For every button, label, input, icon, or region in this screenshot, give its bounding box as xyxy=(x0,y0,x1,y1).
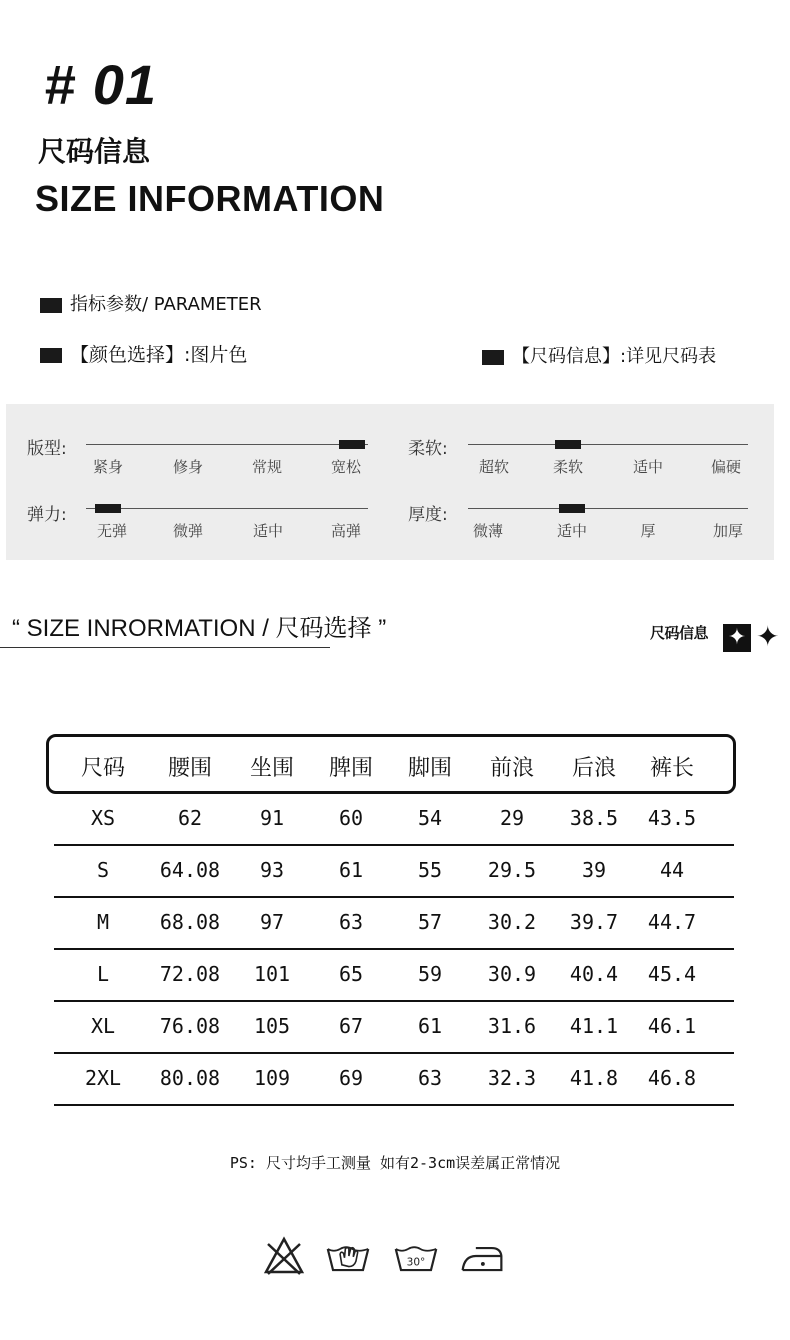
attribute-option: 适中 xyxy=(556,522,588,540)
attribute-track xyxy=(468,444,748,445)
attribute-option: 适中 xyxy=(632,458,664,476)
measurement-cell: 76.08 xyxy=(159,1014,221,1038)
measurement-cell: 46.8 xyxy=(647,1066,697,1090)
measurement-cell: 62 xyxy=(177,806,203,830)
measurement-cell: 61 xyxy=(417,1014,443,1038)
measurement-cell: 32.3 xyxy=(487,1066,537,1090)
color-choice-value: 图片色 xyxy=(190,344,248,366)
sparkle-box-icon: ✦ xyxy=(723,624,751,652)
measurement-cell: 59 xyxy=(417,962,443,986)
measurement-cell: 68.08 xyxy=(159,910,221,934)
table-header-cell: 前浪 xyxy=(489,756,535,781)
attribute-fit xyxy=(6,404,390,482)
attribute-option: 高弹 xyxy=(330,522,362,540)
measurement-cell: 93 xyxy=(259,858,285,882)
measurement-cell: 57 xyxy=(417,910,443,934)
attribute-option: 修身 xyxy=(172,458,204,476)
section-number: # 01 xyxy=(44,53,157,116)
bullet-square-icon xyxy=(40,348,62,363)
measurement-cell: 105 xyxy=(253,1014,291,1038)
page-title-en: SIZE INFORMATION xyxy=(35,178,385,219)
attribute-label: 弹力: xyxy=(27,505,67,525)
measurement-cell: 109 xyxy=(253,1066,291,1090)
measurement-cell: 41.1 xyxy=(569,1014,619,1038)
parameter-label: 指标参数/ PARAMETER xyxy=(70,294,262,315)
attribute-track xyxy=(468,508,748,509)
measurement-cell: 29 xyxy=(499,806,525,830)
attribute-option: 加厚 xyxy=(712,522,744,540)
measurement-cell: 63 xyxy=(417,1066,443,1090)
measurement-cell: 54 xyxy=(417,806,443,830)
measurement-note: PS: 尺寸均手工测量 如有2-3cm误差属正常情况 xyxy=(229,1154,561,1172)
measurement-cell: 55 xyxy=(417,858,443,882)
attribute-option: 无弹 xyxy=(96,522,128,540)
measurement-cell: 67 xyxy=(338,1014,364,1038)
measurement-cell: 41.8 xyxy=(569,1066,619,1090)
table-header-cell: 尺码 xyxy=(80,756,126,781)
bullet-square-icon xyxy=(40,298,62,313)
table-row xyxy=(54,1002,734,1054)
attribute-option: 超软 xyxy=(478,458,510,476)
attribute-option: 微薄 xyxy=(472,522,504,540)
table-row xyxy=(54,846,734,898)
attribute-track xyxy=(86,508,368,509)
table-header-cell: 后浪 xyxy=(571,756,617,781)
attribute-label: 厚度: xyxy=(408,505,448,525)
table-header-cell: 脾围 xyxy=(328,756,374,781)
size-cell: M xyxy=(96,910,110,934)
color-choice xyxy=(40,340,247,367)
attribute-option: 偏硬 xyxy=(710,458,742,476)
measurement-cell: 61 xyxy=(338,858,364,882)
sparkle-icon: ✦ xyxy=(756,620,780,653)
iron-low-icon xyxy=(460,1234,504,1278)
table-row xyxy=(54,794,734,846)
hand-wash-icon xyxy=(326,1234,370,1278)
measurement-cell: 80.08 xyxy=(159,1066,221,1090)
attribute-thickness xyxy=(390,482,774,560)
measurement-cell: 46.1 xyxy=(647,1014,697,1038)
attribute-option: 宽松 xyxy=(330,458,362,476)
size-cell: S xyxy=(96,858,110,882)
brand-label: 尺码信息 xyxy=(650,624,709,642)
parameter-heading xyxy=(40,290,262,316)
page-title-cn: 尺码信息 xyxy=(38,135,151,168)
size-choice-label: 【尺码信息】: xyxy=(512,346,627,367)
heading-underline xyxy=(0,647,330,648)
wash-temp-label: 30° xyxy=(406,1256,426,1269)
attribute-option: 柔软 xyxy=(552,458,584,476)
measurement-cell: 39.7 xyxy=(569,910,619,934)
measurement-cell: 44 xyxy=(659,858,685,882)
measurement-cell: 30.9 xyxy=(487,962,537,986)
measurement-cell: 40.4 xyxy=(569,962,619,986)
attribute-selected-marker xyxy=(339,440,365,449)
size-cell: 2XL xyxy=(84,1066,122,1090)
attribute-track xyxy=(86,444,368,445)
measurement-cell: 101 xyxy=(253,962,291,986)
attribute-option: 适中 xyxy=(252,522,284,540)
table-row xyxy=(54,898,734,950)
attribute-selected-marker xyxy=(555,440,581,449)
size-choice-value: 详见尺码表 xyxy=(626,346,717,367)
attribute-selected-marker xyxy=(559,504,585,513)
measurement-cell: 30.2 xyxy=(487,910,537,934)
measurement-cell: 44.7 xyxy=(647,910,697,934)
size-choice xyxy=(482,342,716,368)
attribute-label: 柔软: xyxy=(408,439,448,459)
attribute-option: 厚 xyxy=(640,522,656,540)
measurement-cell: 43.5 xyxy=(647,806,697,830)
measurement-cell: 31.6 xyxy=(487,1014,537,1038)
table-header-cell: 坐围 xyxy=(249,756,295,781)
measurement-cell: 39 xyxy=(581,858,607,882)
size-cell: XL xyxy=(90,1014,116,1038)
table-header-cell: 脚围 xyxy=(407,756,453,781)
table-row xyxy=(54,950,734,1002)
size-cell: L xyxy=(96,962,110,986)
attribute-panel xyxy=(6,404,774,560)
wash-30-icon xyxy=(394,1234,438,1278)
attribute-label: 版型: xyxy=(27,439,67,459)
measurement-cell: 97 xyxy=(259,910,285,934)
table-header-cell: 腰围 xyxy=(167,756,213,781)
measurement-cell: 72.08 xyxy=(159,962,221,986)
measurement-cell: 64.08 xyxy=(159,858,221,882)
attribute-option: 常规 xyxy=(251,458,283,476)
measurement-cell: 65 xyxy=(338,962,364,986)
size-cell: XS xyxy=(90,806,116,830)
measurement-cell: 38.5 xyxy=(569,806,619,830)
attribute-option: 紧身 xyxy=(92,458,124,476)
attribute-option: 微弹 xyxy=(172,522,204,540)
measurement-cell: 91 xyxy=(259,806,285,830)
measurement-cell: 60 xyxy=(338,806,364,830)
measurement-cell: 63 xyxy=(338,910,364,934)
bullet-square-icon xyxy=(482,350,504,365)
measurement-cell: 29.5 xyxy=(487,858,537,882)
attribute-softness xyxy=(390,404,774,482)
do-not-bleach-icon xyxy=(262,1234,306,1278)
attribute-elasticity xyxy=(6,482,390,560)
measurement-cell: 69 xyxy=(338,1066,364,1090)
size-section-heading: “ SIZE INRORMATION / 尺码选择 ” xyxy=(12,615,387,642)
table-row xyxy=(54,1054,734,1106)
size-table-header xyxy=(46,734,736,794)
attribute-selected-marker xyxy=(95,504,121,513)
color-choice-label: 【颜色选择】: xyxy=(70,344,191,366)
measurement-cell: 45.4 xyxy=(647,962,697,986)
table-header-cell: 裤长 xyxy=(649,756,695,781)
